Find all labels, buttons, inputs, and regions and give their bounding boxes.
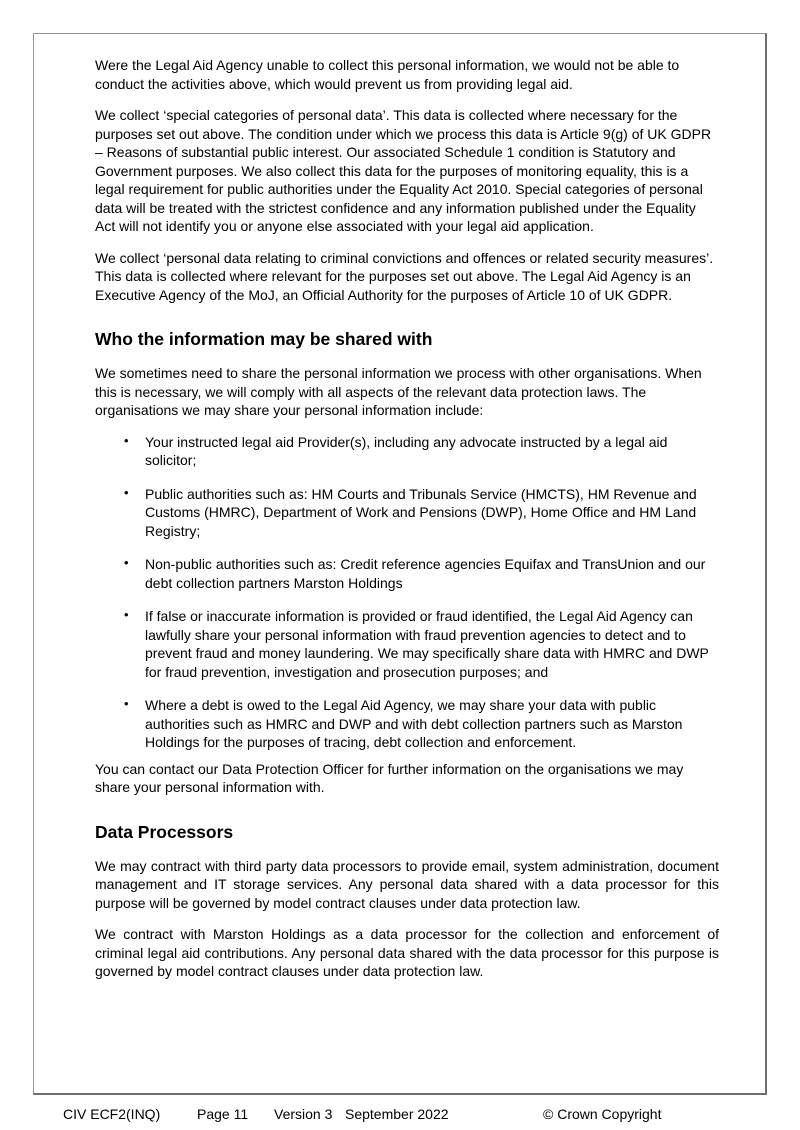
footer-doc-ref: CIV ECF2(INQ) <box>63 1106 161 1122</box>
paragraph-sharing-lead: We sometimes need to share the personal information we process with other organisations. When this is necessary, we will comply with all aspects of the relevant data protection laws. The organisations we may share your personal information include: <box>95 365 702 418</box>
paragraph-special-categories: We collect ‘special categories of personal data’. This data is collected where necessary for the purposes set out above. The condition under which we process this data is Article 9(g) of UK GDPR – Reasons of substantial public interest. Our associated Schedule 1 condition is Statutory and Government purposes. We also collect this data for the purposes of monitoring equality, this is a legal requirement for public authorities under the Equality Act 2010. Special categories of personal data will be treated with the strictest confidence and any information published under the Equality Act will not identify you or anyone else associated with your legal aid application. <box>95 107 712 234</box>
footer-copyright: © Crown Copyright <box>543 1106 662 1122</box>
page-footer <box>0 1104 800 1126</box>
paragraph-criminal-convictions: We collect ‘personal data relating to criminal convictions and offences or related security measures’. This data is collected where relevant for the purposes set out above. The Legal Aid Agency is an Executive Agency of the MoJ, an Official Authority for the purposes of Article 10 of UK GDPR. <box>95 249 714 303</box>
bullet-item-providers <box>95 433 719 470</box>
paragraph-collection-consequence: Were the Legal Aid Agency unable to collect this personal information, we would not be able to conduct the activities above, which would prevent us from providing legal aid. <box>95 57 680 92</box>
section-heading-sharing: Who the information may be shared with <box>95 329 433 349</box>
footer-page-number: Page 11 <box>197 1106 249 1122</box>
bullet-icon: • <box>124 484 129 500</box>
bullet-text: Non-public authorities such as: Credit reference agencies Equifax and TransUnion and our debt collection partners Marston Holdings <box>145 556 706 591</box>
footer-version: Version 3 <box>274 1106 333 1122</box>
page-border-frame <box>33 33 767 1095</box>
bullet-text: Your instructed legal aid Provider(s), including any advocate instructed by a legal aid solicitor; <box>145 433 668 468</box>
bullet-icon: • <box>124 696 129 711</box>
paragraph-marston-processor: We contract with Marston Holdings as a data processor for the collection and enforcement of criminal legal aid contributions. Any personal data shared with the data processor for this purpose is governed by model contract clauses under data protection law. <box>95 926 719 979</box>
bullet-item-fraud-prevention <box>95 607 719 681</box>
bullet-item-non-public-authorities <box>95 555 719 592</box>
bullet-text: Where a debt is owed to the Legal Aid Agency, we may share your data with public authorities such as HMRC and DWP and with debt collection partners such as Marston Holdings for the purposes of tracing, debt collection and enforcement. <box>145 697 683 750</box>
paragraph-dpo-contact: You can contact our Data Protection Officer for further information on the organisations we may share your personal information with. <box>95 760 684 795</box>
bullet-text: If false or inaccurate information is provided or fraud identified, the Legal Aid Agency can lawfully share your personal information with fraud prevention agencies to detect and to prevent fraud and money laundering. We may specifically share data with HMRC and DWP for fraud prevention, investigation and prosecution purposes; and <box>145 608 709 680</box>
bullet-text: Public authorities such as: HM Courts and Tribunals Service (HMCTS), HM Revenue and Customs (HMRC), Department of Work and Pensions (DWP), Home Office and HM Land Registry; <box>145 485 697 539</box>
section-heading-data-processors: Data Processors <box>95 821 234 842</box>
bullet-icon: • <box>124 607 129 622</box>
footer-date: September 2022 <box>345 1106 449 1122</box>
paragraph-third-party-processors: We may contract with third party data processors to provide email, system administration, document management and IT storage services. Any personal data shared with a data processor for this purpose will be governed by model contract clauses under data protection law. <box>95 857 719 911</box>
bullet-icon: • <box>124 432 129 448</box>
bullet-item-public-authorities <box>95 485 719 541</box>
bullet-item-debt-collection <box>95 696 719 752</box>
sharing-bullet-list <box>95 433 719 752</box>
bullet-icon: • <box>124 555 129 570</box>
